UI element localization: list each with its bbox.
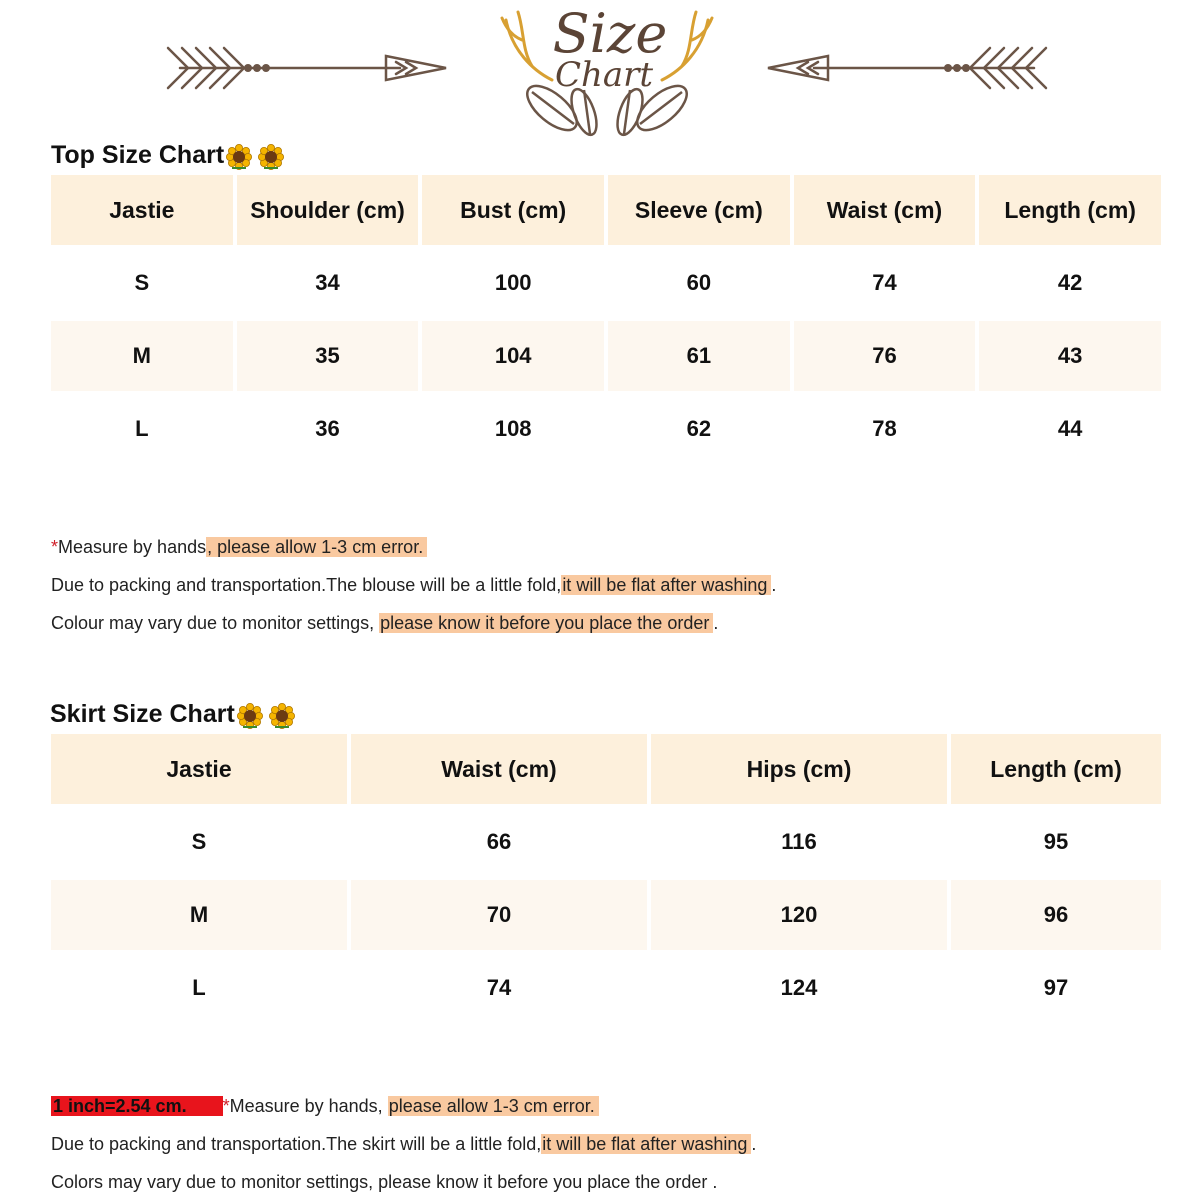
column-header: Waist (cm): [351, 734, 647, 804]
note-text: Colors may vary due to monitor settings, please know it before you place the order .: [51, 1172, 718, 1192]
table-cell: 70: [351, 880, 647, 950]
table-cell: 74: [872, 270, 897, 295]
column-header: Length (cm): [979, 175, 1161, 245]
note-highlight: it will be flat after washing: [541, 1134, 751, 1154]
skirt-note-packing: [51, 1134, 756, 1155]
inch-conversion-tag: 1 inch=2.54 cm.: [51, 1096, 223, 1116]
note-text: Measure by hands: [58, 537, 207, 557]
skirt-note-colors: [51, 1172, 717, 1193]
table-cell: 120: [651, 880, 947, 950]
top-note-measure: [51, 537, 427, 558]
table-cell: 35: [237, 321, 419, 391]
asterisk: *: [222, 1096, 230, 1116]
arrow-left-icon: [764, 40, 1054, 96]
table-cell: 60: [686, 270, 712, 295]
table-row: [51, 321, 1161, 391]
note-text: Measure by hands,: [229, 1096, 388, 1116]
column-header: Shoulder (cm): [237, 175, 419, 245]
skirt-note-measure: [51, 1096, 599, 1117]
note-text: Colour may vary due to monitor settings,: [51, 613, 380, 633]
table-cell: 116: [781, 829, 817, 854]
table-cell: 34: [315, 270, 340, 295]
top-note-packing: [51, 575, 776, 596]
skirt-size-chart-title: [50, 700, 295, 730]
table-cell: S: [191, 829, 207, 854]
column-header: Length (cm): [951, 734, 1161, 804]
table-cell: 76: [794, 321, 976, 391]
note-end: .: [713, 613, 719, 633]
table-cell: 108: [494, 416, 532, 441]
note-end: .: [771, 575, 777, 595]
note-highlight: , please allow 1-3 cm error.: [206, 537, 427, 557]
note-highlight: please allow 1-3 cm error.: [388, 1096, 599, 1116]
sunflower-icon: [269, 703, 295, 729]
sunflower-icon: [258, 144, 284, 170]
skirt-chart-title-text: Skirt Size Chart: [50, 700, 235, 728]
asterisk: *: [51, 537, 59, 557]
table-cell: 78: [872, 416, 897, 441]
table-cell: 104: [422, 321, 604, 391]
table-cell: 66: [486, 829, 512, 854]
table-cell: 61: [608, 321, 790, 391]
column-header: Jastie: [51, 175, 233, 245]
logo-chart-text: Chart: [554, 55, 654, 95]
table-cell: L: [192, 975, 206, 1000]
table-row: [51, 880, 1161, 950]
note-text: Due to packing and transportation.The blouse will be a little fold,: [51, 575, 562, 595]
table-cell: 74: [486, 975, 512, 1000]
table-cell: 36: [315, 416, 340, 441]
table-cell: M: [51, 880, 347, 950]
table-row: [51, 804, 1161, 880]
column-header: Bust (cm): [422, 175, 604, 245]
logo-size-text: Size: [552, 2, 668, 65]
size-chart-logo: [492, 0, 722, 140]
note-text: Due to packing and transportation.The skirt will be a little fold,: [51, 1134, 542, 1154]
column-header: Jastie: [51, 734, 347, 804]
column-header: Waist (cm): [794, 175, 976, 245]
table-cell: 44: [1057, 416, 1083, 441]
table-cell: 124: [780, 975, 818, 1000]
table-cell: 95: [1043, 829, 1069, 854]
column-header: Sleeve (cm): [608, 175, 790, 245]
table-cell: L: [135, 416, 149, 441]
table-cell: 62: [686, 416, 712, 441]
top-chart-title-text: Top Size Chart: [51, 141, 225, 169]
sunflower-icon: [237, 703, 263, 729]
note-end: .: [751, 1134, 757, 1154]
top-note-colour: [51, 613, 718, 634]
table-row: [51, 245, 1161, 321]
header-banner: [0, 0, 1200, 140]
table-cell: 100: [494, 270, 532, 295]
column-header: Hips (cm): [651, 734, 947, 804]
table-cell: 42: [1057, 270, 1083, 295]
table-cell: 97: [1043, 975, 1069, 1000]
note-highlight: it will be flat after washing: [561, 575, 771, 595]
arrow-right-icon: [160, 40, 450, 96]
table-cell: 43: [979, 321, 1161, 391]
top-size-table: [47, 175, 1165, 467]
table-header-row: [51, 175, 1161, 245]
table-cell: 96: [951, 880, 1161, 950]
table-row: [51, 391, 1161, 467]
skirt-size-table: [47, 734, 1165, 1026]
note-highlight: please know it before you place the order: [379, 613, 713, 633]
sunflower-icon: [226, 144, 252, 170]
table-cell: S: [134, 270, 150, 295]
table-cell: M: [51, 321, 233, 391]
table-row: [51, 950, 1161, 1026]
top-size-chart-title: [51, 141, 284, 171]
table-header-row: [51, 734, 1161, 804]
